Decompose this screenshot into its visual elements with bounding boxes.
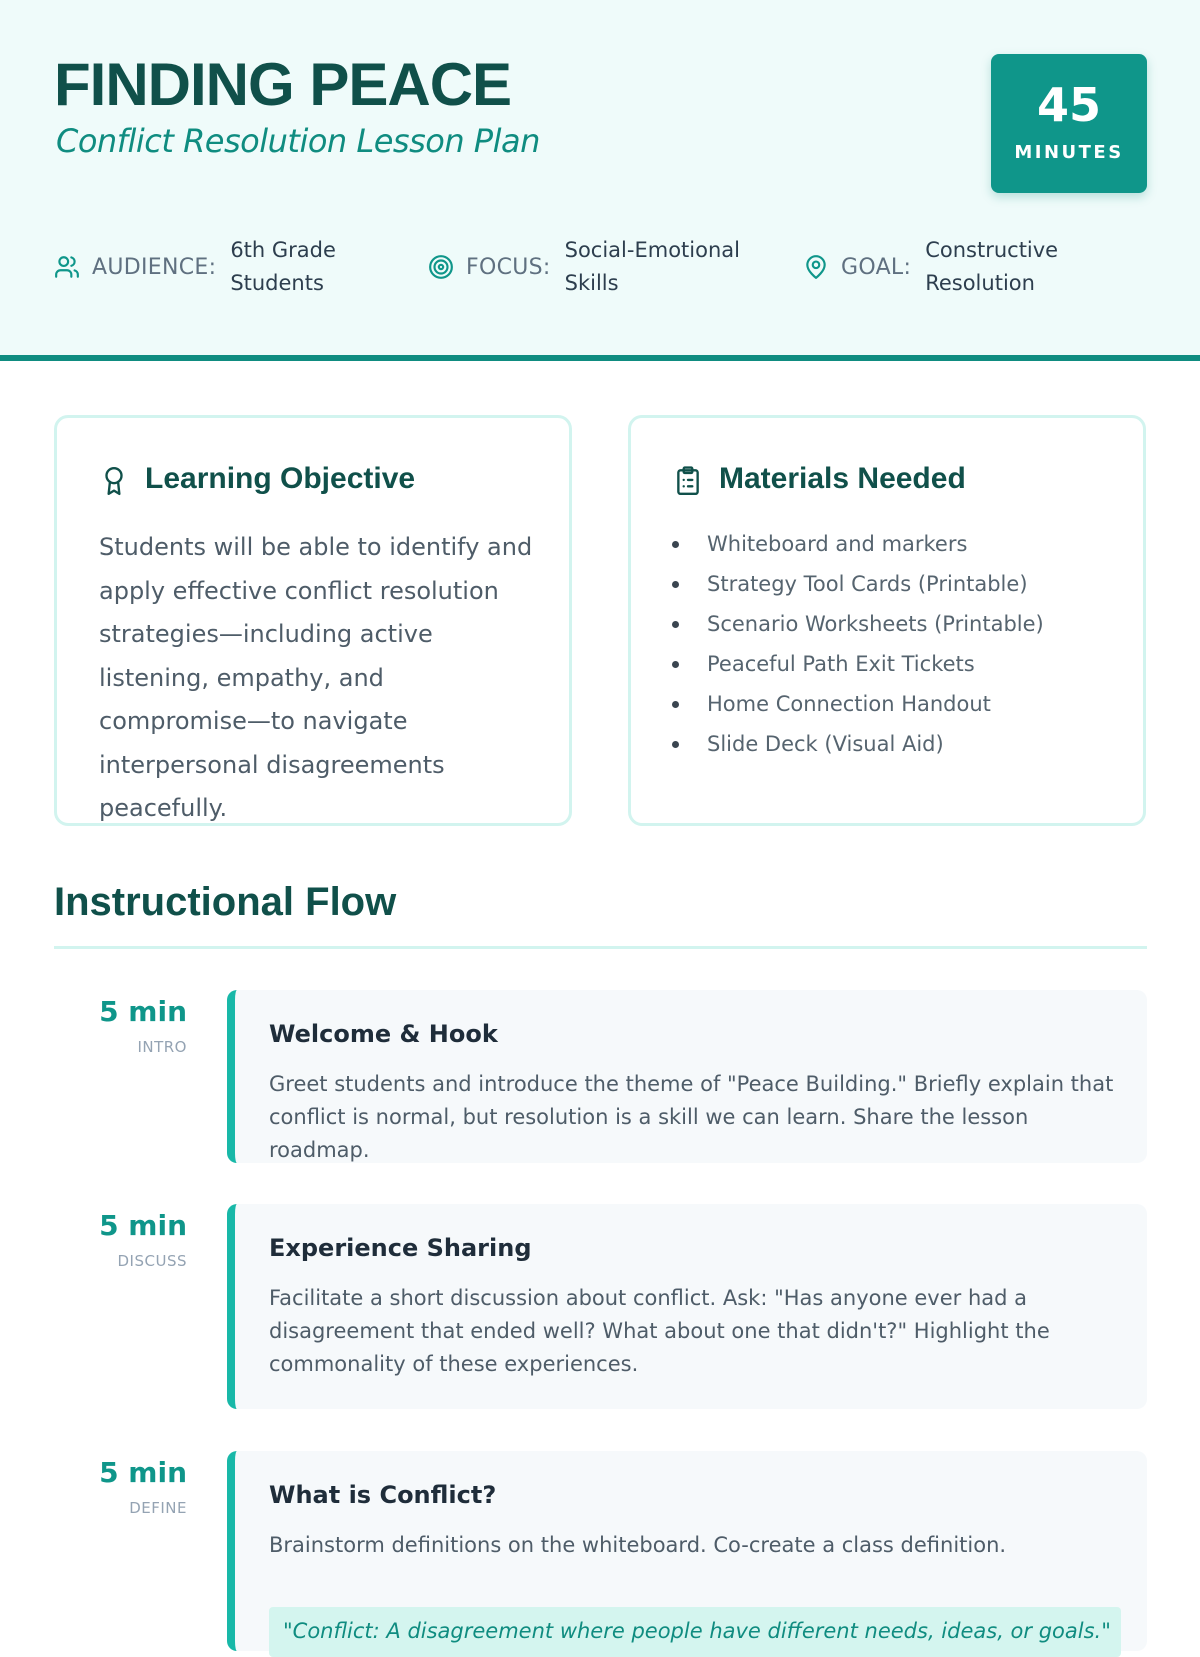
step-duration: 5 min [99,1209,187,1242]
step-text: Brainstorm definitions on the whiteboard. Co-create a class definition. [269,1533,1007,1557]
list-item: Slide Deck (Visual Aid) [665,724,1044,764]
map-pin-icon [803,254,829,280]
meta-value: 6th Grade Students [230,238,336,295]
step-duration: 5 min [99,1456,187,1489]
target-icon [428,254,454,280]
duration-badge [991,54,1147,193]
duration-value: 45 [1036,78,1101,132]
objective-title: Learning Objective [145,462,416,495]
definition-quote: "Conflict: A disagreement where people have different needs, ideas, or goals." [269,1607,1121,1657]
section-title: Instructional Flow [54,880,397,924]
meta-audience [54,232,350,302]
lesson-header [0,0,1200,361]
materials-list [665,524,1044,764]
step-card [227,1451,1147,1651]
divider [54,946,1147,949]
page-subtitle: Conflict Resolution Lesson Plan [56,122,540,160]
list-item: Strategy Tool Cards (Printable) [665,564,1044,604]
step-time [60,1456,187,1517]
list-item: Peaceful Path Exit Tickets [665,644,1044,684]
users-icon [54,254,80,280]
step-title: Experience Sharing [269,1234,532,1262]
step-tag: INTRO [137,1038,187,1056]
list-item: Scenario Worksheets (Printable) [665,604,1044,644]
duration-unit: MINUTES [1014,142,1124,163]
step-tag: DEFINE [129,1499,187,1517]
clipboard-icon [675,466,701,496]
meta-value: Constructive Resolution [925,238,1059,295]
step-time [60,1209,187,1270]
step-text: Greet students and introduce the theme of "Peace Building." Briefly explain that conflict is normal, but resolution is a skill we can learn. Share the lesson roadmap. [269,1072,1114,1162]
step-duration: 5 min [99,995,187,1028]
step-title: Welcome & Hook [269,1020,498,1048]
page-title: FINDING PEACE [54,51,512,118]
objective-card [54,415,572,826]
materials-title: Materials Needed [719,462,966,495]
meta-value: Social-Emotional Skills [564,238,740,295]
step-time [60,995,187,1056]
award-icon [101,466,127,496]
objective-text: Students will be able to identify and apply effective conflict resolution strategies—including active listening, empathy, and compromise—to navigate interpersonal disagreements peacefully. [99,533,533,822]
list-item: Home Connection Handout [665,684,1044,724]
list-item: Whiteboard and markers [665,524,1044,564]
meta-label: GOAL: [841,254,912,280]
step-card [227,1204,1147,1409]
step-card [227,990,1147,1163]
meta-label: AUDIENCE: [92,254,217,280]
meta-label: FOCUS: [466,254,551,280]
meta-goal [803,232,1075,302]
step-tag: DISCUSS [117,1252,187,1270]
materials-card [628,415,1146,826]
step-text: Facilitate a short discussion about conflict. Ask: "Has anyone ever had a disagreement that ended well? What about one that didn't?" Highlight the commonality of these experiences. [269,1286,1050,1376]
step-title: What is Conflict? [269,1481,497,1509]
meta-focus [428,232,765,302]
